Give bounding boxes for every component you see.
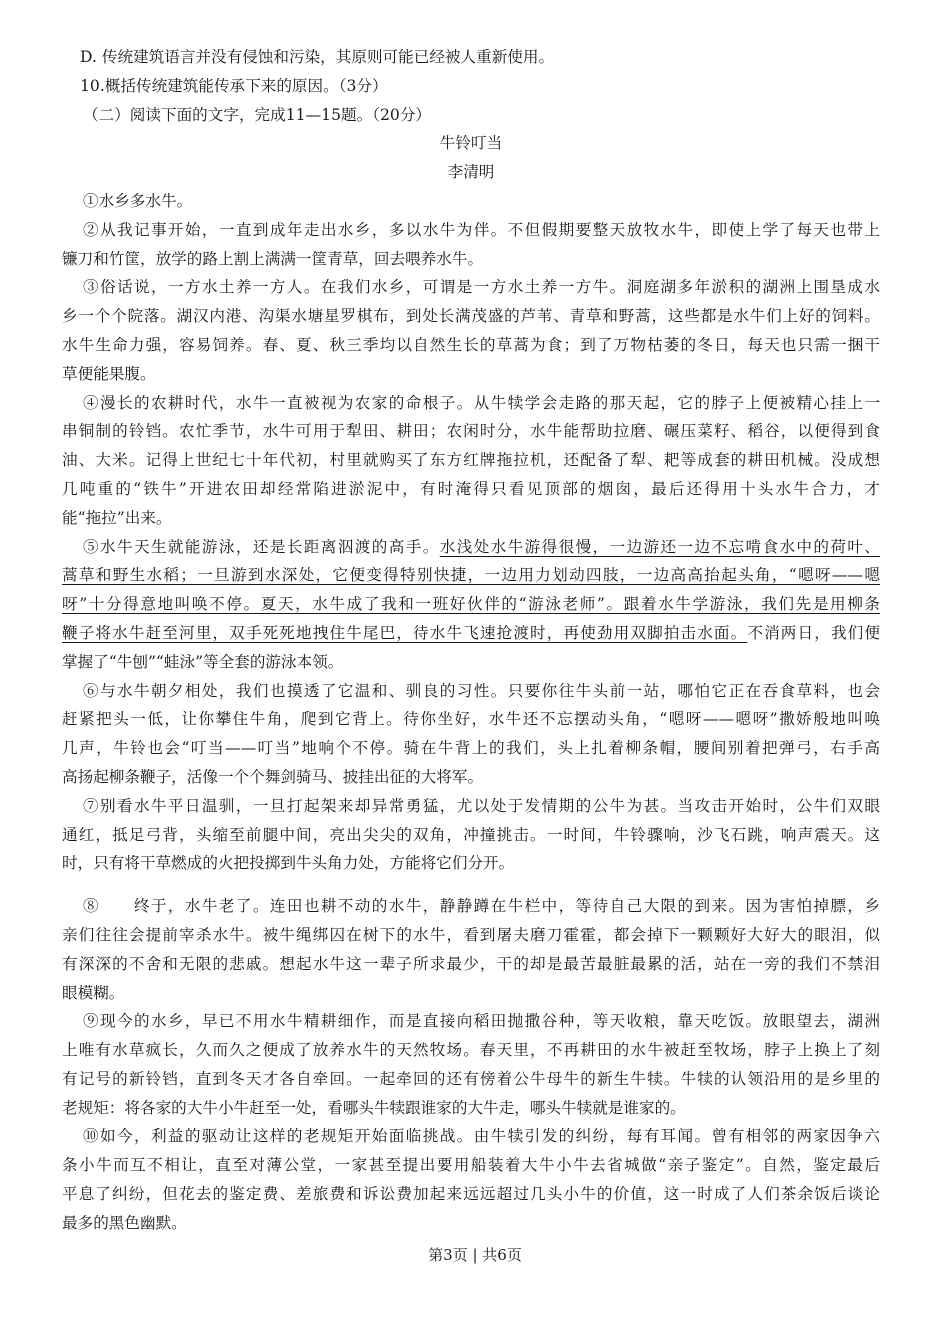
paragraph-10 xyxy=(62,1122,880,1237)
paragraph-4 xyxy=(62,389,880,533)
article-author: 李清明 xyxy=(447,163,495,182)
question-10: 10.概括传统建筑能传承下来的原因。（3分） xyxy=(80,76,388,95)
paragraph-1 xyxy=(62,187,880,216)
text-line xyxy=(62,734,880,763)
underlined-text: 蒿草和野生水稻；一旦游到水深处，它便变得特别快捷，一边用力划动四肢，一边高高抬起头角，“嗯呀——嗯 xyxy=(62,566,880,585)
article-title: 牛铃叮当 xyxy=(439,134,503,153)
text-line xyxy=(62,533,880,562)
text-segment: 老规矩：将各家的大牛小牛赶至一处，看哪头牛犊跟谁家的大牛走，哪头牛犊就是谁家的。 xyxy=(62,1098,686,1117)
text-line xyxy=(62,705,880,734)
text-line xyxy=(62,619,880,648)
page-number: 第3页 | 共6页 xyxy=(428,1246,522,1264)
text-line xyxy=(62,417,880,446)
text-line xyxy=(62,1036,880,1065)
text-segment: 掌握了“牛刨”“蛙泳”等全套的游泳本领。 xyxy=(62,652,344,671)
text-segment: 条小牛而互不相让，直至对薄公堂，一家甚至提出要用船装着大牛小牛去省城做“亲子鉴定”。自然，鉴定最后 xyxy=(62,1156,880,1175)
paragraph-2 xyxy=(62,216,880,274)
text-segment: 有记号的新铃铛，直到冬天才各自牵回。一起牵回的还有傍着公牛母牛的新生牛犊。牛犊的认领沿用的是乡里的 xyxy=(62,1069,880,1088)
text-segment: 上唯有水草疯长，久而久之便成了放养水牛的天然牧场。春天里，不再耕田的水牛被赶至牧场，脖子上换上了刻 xyxy=(62,1041,880,1060)
text-segment: 最多的黑色幽默。 xyxy=(62,1213,187,1232)
text-segment: 草便能果腹。 xyxy=(62,364,156,383)
text-segment: 几吨重的“铁牛”开进农田却经常陷进淤泥中，有时淹得只看见顶部的烟囱，最后还得用十头水牛合力，才 xyxy=(62,479,880,498)
text-line xyxy=(62,561,880,590)
text-line xyxy=(62,1209,880,1238)
text-line xyxy=(62,849,880,878)
text-segment: 眼模糊。 xyxy=(62,983,125,1002)
paragraph-gap xyxy=(62,878,880,892)
section-instruction: （二）阅读下面的文字，完成11—15题。（20分） xyxy=(83,105,432,124)
paragraph-8 xyxy=(62,892,880,1007)
text-line xyxy=(62,590,880,619)
paragraph-3 xyxy=(62,273,880,388)
text-segment: 时，只有将干草燃成的火把投掷到牛头角力处，方能将它们分开。 xyxy=(62,854,515,873)
text-segment: 乡一个个院落。湖汉内港、沟渠水塘星罗棋布，到处长满茂盛的芦苇、青草和野蒿，这些都是水牛们上好的饲料。 xyxy=(62,307,880,326)
text-line xyxy=(62,763,880,792)
paragraph-6 xyxy=(62,677,880,792)
text-segment: ③俗话说，一方水土养一方人。在我们水乡，可谓是一方水土养一方牛。洞庭湖多年淤积的湖洲上围垦成水 xyxy=(83,278,880,297)
text-line xyxy=(62,1065,880,1094)
text-line xyxy=(62,1007,880,1036)
text-line xyxy=(62,504,880,533)
text-segment: ②从我记事开始，一直到成年走出水乡，多以水牛为伴。不但假期要整天放牧水牛，即使上学了每天也带上 xyxy=(83,220,880,239)
text-segment: 几声，牛铃也会“叮当——叮当”地响个不停。骑在牛背上的我们，头上扎着柳条帽，腰间别着把弹弓，右手高 xyxy=(62,739,880,758)
text-line xyxy=(62,360,880,389)
text-segment: ①水乡多水牛。 xyxy=(83,191,193,210)
paragraph-9 xyxy=(62,1007,880,1122)
text-segment: 串铜制的铃铛。农忙季节，水牛可用于犁田、耕田；农闲时分，水牛能帮助拉磨、碾压菜籽、稻谷，以便得到食 xyxy=(62,422,880,441)
underlined-text: 呀”十分得意地叫唤不停。夏天，水牛成了我和一班好伙伴的“游泳老师”。跟着水牛学游泳，我们先是用柳条 xyxy=(62,595,880,614)
text-line xyxy=(62,446,880,475)
document-page xyxy=(62,43,880,1238)
text-line xyxy=(62,302,880,331)
underlined-text: 鞭子将水牛赶至河里，双手死死地拽住牛尾巴，待水牛飞速抢渡时，再使劲用双脚拍击水面。 xyxy=(62,623,748,642)
text-line xyxy=(62,677,880,706)
text-line xyxy=(62,821,880,850)
text-line xyxy=(62,389,880,418)
text-segment: 高扬起柳条鞭子，活像一个个舞剑骑马、披挂出征的大将军。 xyxy=(62,767,484,786)
text-segment: 不消两日，我们便 xyxy=(747,623,880,642)
text-segment: 能“拖拉”出来。 xyxy=(62,508,172,527)
text-segment: 镰刀和竹筐，放学的路上割上满满一筐青草，回去喂养水牛。 xyxy=(62,249,484,268)
text-line xyxy=(62,979,880,1008)
text-line xyxy=(62,187,880,216)
text-segment: 油、大米。记得上世纪七十年代初，村里就购买了东方红牌拖拉机，还配备了犁、耙等成套的耕田机械。没成想 xyxy=(62,451,880,470)
text-line xyxy=(62,648,880,677)
text-line xyxy=(62,216,880,245)
text-line xyxy=(62,892,880,921)
text-line xyxy=(62,331,880,360)
text-line xyxy=(62,1180,880,1209)
text-segment: ⑦别看水牛平日温驯，一旦打起架来却异常勇猛，尤以处于发情期的公牛为甚。当攻击开始时，公牛们双眼 xyxy=(83,796,880,815)
text-line xyxy=(62,273,880,302)
text-segment: 亲们往往会提前宰杀水牛。被牛绳绑囚在树下的水牛，看到屠夫磨刀霍霍，都会掉下一颗颗好大好大的眼泪，似 xyxy=(62,925,880,944)
text-line xyxy=(62,1151,880,1180)
paragraph-7 xyxy=(62,792,880,878)
text-segment: ⑩如今，利益的驱动让这样的老规矩开始面临挑战。由牛犊引发的纠纷，每有耳闻。曾有相邻的两家因争六 xyxy=(83,1127,880,1146)
option-d: D. 传统建筑语言并没有侵蚀和污染，其原则可能已经被人重新使用。 xyxy=(80,48,555,66)
text-segment: 水牛生命力强，容易饲养。春、夏、秋三季均以自然生长的草蒿为食；到了万物枯萎的冬日，每天也只需一捆干 xyxy=(62,335,880,354)
text-segment: ⑥与水牛朝夕相处，我们也摸透了它温和、驯良的习性。只要你往牛头前一站，哪怕它正在吞食草料，也会 xyxy=(83,681,880,700)
paragraph-5 xyxy=(62,533,880,677)
text-line xyxy=(62,475,880,504)
text-segment: 通红，抵足弓背，头缩至前腿中间，亮出尖尖的双角，冲撞挑击。一时间，牛铃骤响，沙飞石跳，响声震天。这 xyxy=(62,825,880,844)
text-segment: 赶紧把头一低，让你攀住牛角，爬到它背上。待你坐好，水牛还不忘摆动头角，“嗯呀——嗯呀”撒娇般地叫唤 xyxy=(62,710,880,729)
text-segment: ⑤水牛天生就能游泳，还是长距离泅渡的高手。 xyxy=(83,537,440,556)
text-line xyxy=(62,245,880,274)
article-body xyxy=(62,187,880,1238)
text-line xyxy=(62,1094,880,1123)
text-line xyxy=(62,921,880,950)
underlined-text: 水浅处水牛游得很慢，一边游还一边不忘啃食水中的荷叶、 xyxy=(439,537,880,556)
text-line xyxy=(62,792,880,821)
text-segment: ④漫长的农耕时代，水牛一直被视为农家的命根子。从牛犊学会走路的那天起，它的脖子上便被精心挂上一 xyxy=(83,393,880,412)
text-line xyxy=(62,1122,880,1151)
text-segment: ⑨现今的水乡，早已不用水牛精耕细作，而是直接向稻田抛撒谷种，等天收粮，靠天吃饭。放眼望去，湖洲 xyxy=(83,1012,880,1031)
text-segment: 有深深的不舍和无限的悲戚。想起水牛这一辈子所求最少，干的却是最苦最脏最累的活，站在一旁的我们不禁泪 xyxy=(62,954,880,973)
text-line xyxy=(62,950,880,979)
text-segment: 平息了纠纷，但花去的鉴定费、差旅费和诉讼费加起来远远超过几头小牛的价值，这一时成了人们茶余饭后谈论 xyxy=(62,1185,880,1204)
text-segment: ⑧ 终于，水牛老了。连田也耕不动的水牛，静静蹲在牛栏中，等待自己大限的到来。因为害怕掉膘，乡 xyxy=(83,897,880,916)
